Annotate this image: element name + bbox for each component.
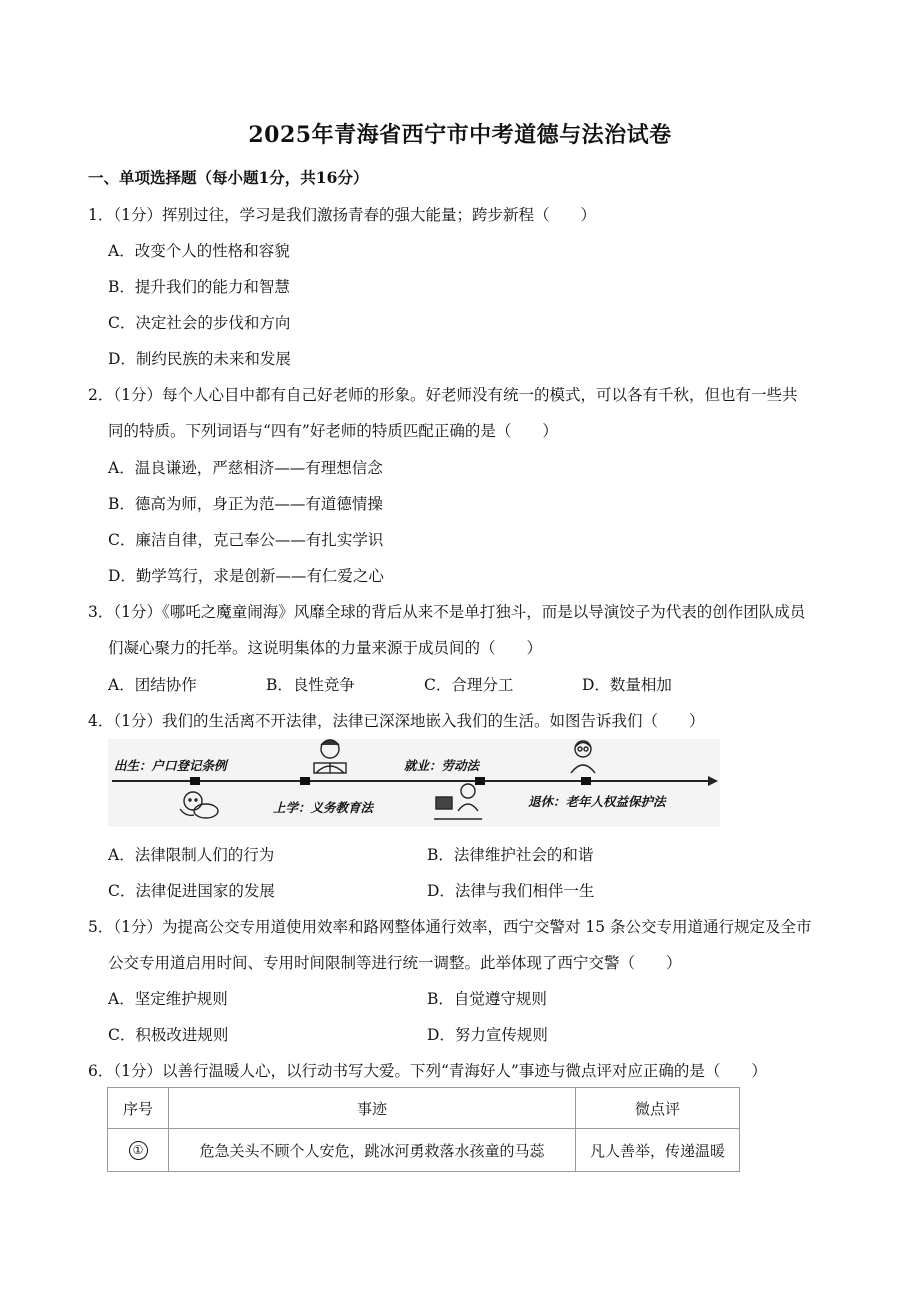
question-1-option-d[interactable]: D．制约民族的未来和发展 [108, 350, 291, 368]
question-2-option-a[interactable]: A．温良谦逊，严慈相济——有理想信念 [108, 459, 383, 477]
question-4-option-d[interactable]: D．法律与我们相伴一生 [427, 882, 595, 900]
timeline-label-school: 上学：义务教育法 [273, 800, 374, 815]
question-3-stem-continued: 们凝心聚力的托举。这说明集体的力量来源于成员间的（ ） [108, 639, 543, 657]
question-4-option-b[interactable]: B．法律维护社会的和谐 [427, 846, 594, 864]
question-4-stem: 4．（1分）我们的生活离不开法律，法律已深深地嵌入我们的生活。如图告诉我们（ ） [88, 712, 705, 730]
question-2-option-b[interactable]: B．德高为师，身正为范——有道德情操 [108, 495, 383, 513]
table-header-no: 序号 [108, 1088, 169, 1129]
question-3-option-d[interactable]: D．数量相加 [582, 676, 672, 694]
question-2-stem-continued: 同的特质。下列词语与“四有”好老师的特质匹配正确的是（ ） [108, 422, 558, 440]
question-5-option-b[interactable]: B．自觉遵守规则 [427, 990, 547, 1008]
question-1-stem: 1．（1分）挥别过往，学习是我们激扬青春的强大能量；跨步新程（ ） [88, 206, 596, 224]
deeds-table [107, 1087, 740, 1172]
table-cell-comment: 凡人善举，传递温暖 [576, 1129, 740, 1172]
question-2-option-c[interactable]: C．廉洁自律，克己奉公——有扎实学识 [108, 531, 384, 549]
question-1-option-a[interactable]: A．改变个人的性格和容貌 [108, 242, 290, 260]
table-header-comment: 微点评 [576, 1088, 740, 1129]
timeline-marker-school [300, 777, 310, 785]
question-2-option-d[interactable]: D．勤学笃行，求是创新——有仁爱之心 [108, 567, 384, 585]
question-1-option-c[interactable]: C．决定社会的步伐和方向 [108, 314, 291, 332]
question-2-stem: 2．（1分）每个人心目中都有自己好老师的形象。好老师没有统一的模式，可以各有千秋，但也有一些共 [88, 386, 798, 404]
table-header-row [108, 1088, 740, 1129]
question-3-option-b[interactable]: B．良性竞争 [266, 676, 355, 694]
question-3-options [108, 673, 740, 695]
question-3-option-a[interactable]: A．团结协作 [108, 676, 197, 694]
table-cell-deed: 危急关头不顾个人安危，跳冰河勇救落水孩童的马蕊 [169, 1129, 576, 1172]
timeline-label-birth: 出生：户口登记条例 [114, 758, 227, 773]
timeline-label-retire: 退休：老年人权益保护法 [528, 794, 666, 809]
question-4-option-a[interactable]: A．法律限制人们的行为 [108, 846, 275, 864]
row-number: ① [129, 1141, 148, 1160]
table-cell-no [108, 1129, 169, 1172]
timeline-marker-birth [190, 777, 200, 785]
question-5-option-c[interactable]: C．积极改进规则 [108, 1026, 229, 1044]
table-header-deed: 事迹 [169, 1088, 576, 1129]
question-5-option-a[interactable]: A．坚定维护规则 [108, 990, 228, 1008]
question-1-option-b[interactable]: B．提升我们的能力和智慧 [108, 278, 290, 296]
question-5-stem-continued: 公交专用道启用时间、专用时间限制等进行统一调整。此举体现了西宁交警（ ） [108, 954, 682, 972]
law-timeline-figure [108, 739, 720, 827]
question-5-option-d[interactable]: D．努力宣传规则 [427, 1026, 548, 1044]
question-3-option-c[interactable]: C．合理分工 [424, 676, 514, 694]
question-5-stem: 5．（1分）为提高公交专用道使用效率和路网整体通行效率，西宁交警对 15 条公交专用道通行规定及全市 [88, 918, 812, 936]
table-row [108, 1129, 740, 1172]
question-6-stem: 6．（1分）以善行温暖人心，以行动书写大爱。下列“青海好人”事迹与微点评对应正确的是（ ） [88, 1062, 767, 1080]
timeline-marker-retire [581, 777, 591, 785]
timeline-label-work: 就业：劳动法 [404, 758, 480, 773]
section-heading: 一、单项选择题（每小题1分，共16分） [88, 168, 369, 187]
question-4-option-c[interactable]: C．法律促进国家的发展 [108, 882, 275, 900]
question-3-stem: 3．（1分）《哪吒之魔童闹海》风靡全球的背后从来不是单打独斗，而是以导演饺子为代表的创作团队成员 [88, 603, 806, 621]
timeline-marker-work [475, 777, 485, 785]
page-title: 2025年青海省西宁市中考道德与法治试卷 [248, 122, 672, 148]
